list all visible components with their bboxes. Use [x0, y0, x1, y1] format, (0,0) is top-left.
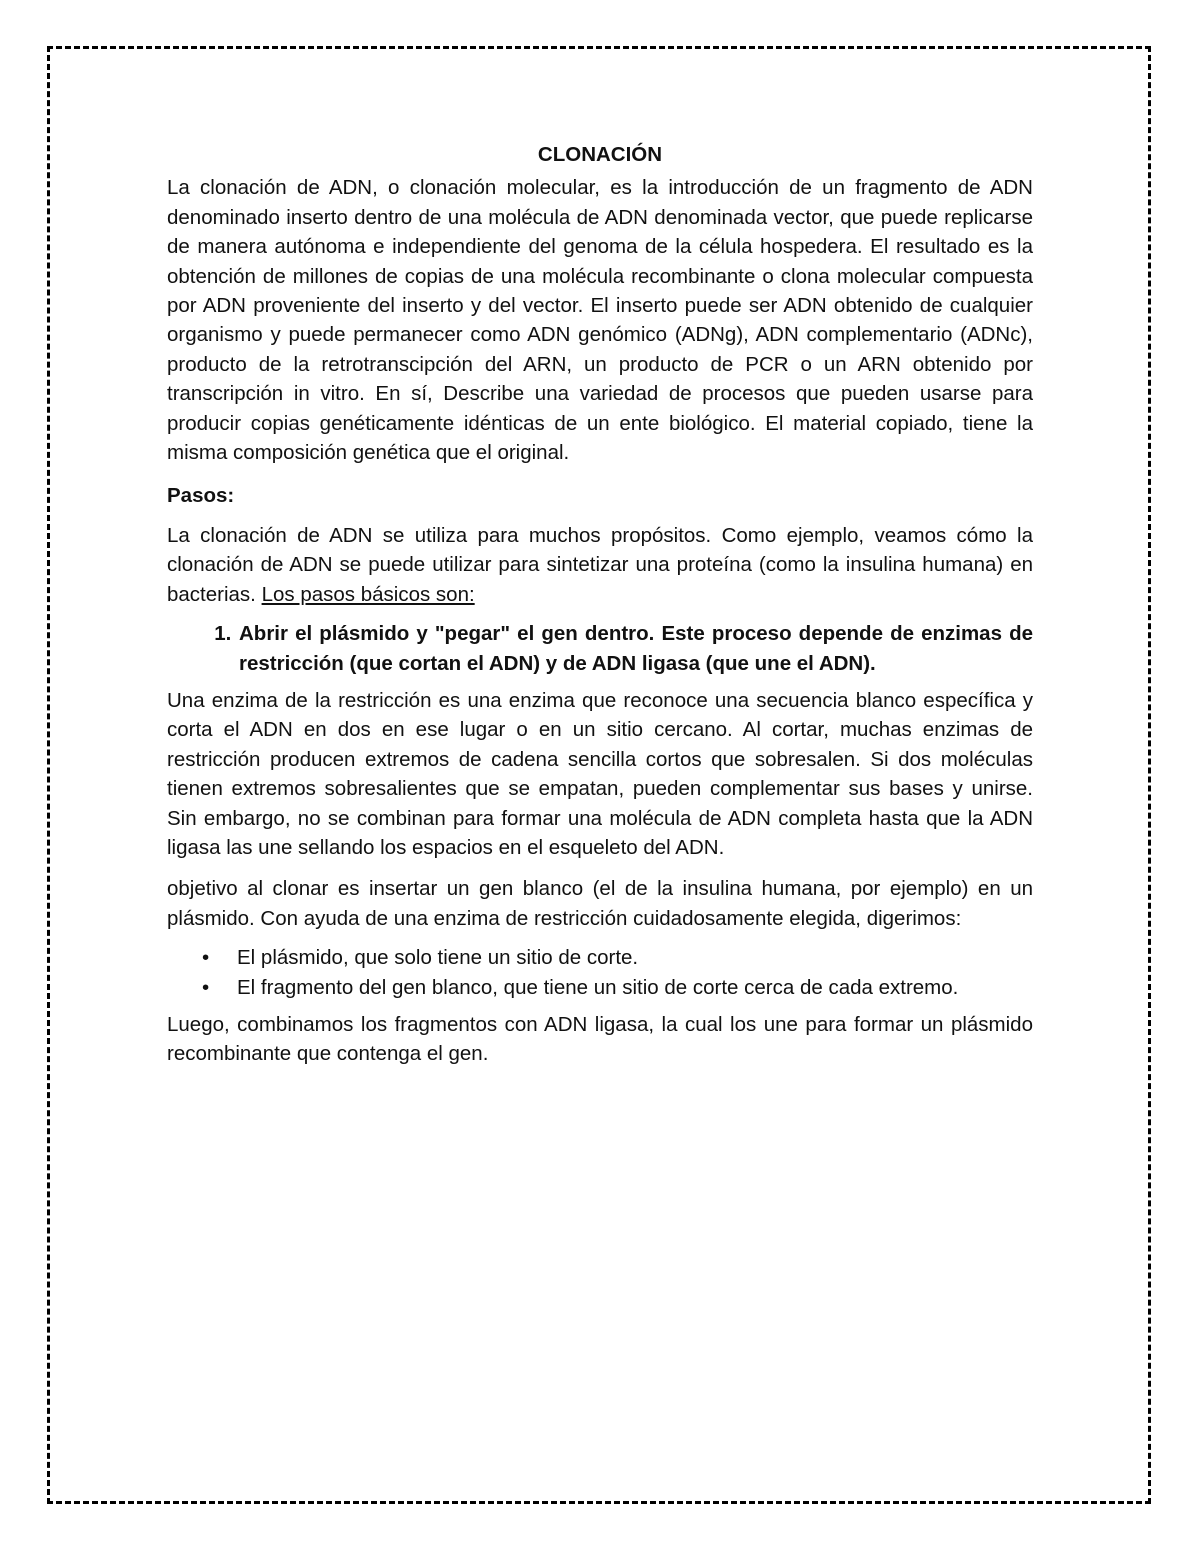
bullet-dot-icon: • [202, 975, 210, 999]
bullet-item [202, 973, 1033, 1002]
restriction-paragraph: Una enzima de la restricción es una enzima que reconoce una secuencia blanco específica y corta el ADN en dos en ese lugar o en un sitio cercano. Al cortar, muchas enzimas de restricción producen extremos de cadena sencilla cortos que sobresalen. Si dos moléculas tienen extremos sobresalientes que se empatan, pueden complementar sus bases y unirse. Sin embargo, no se combinan para formar una molécula de ADN completa hasta que la ADN ligasa las une sellando los espacios en el esqueleto del ADN. [167, 688, 1033, 859]
document-body [167, 140, 1033, 1069]
bullet-text: El fragmento del gen blanco, que tiene un sitio de corte cerca de cada extremo. [237, 975, 959, 999]
objective-paragraph: objetivo al clonar es insertar un gen blanco (el de la insulina humana, por ejemplo) en un plásmido. Con ayuda de una enzima de restricción cuidadosamente elegida, digerimos: [167, 877, 1033, 930]
bullet-dot-icon: • [202, 946, 210, 970]
bullet-text: El plásmido, que solo tiene un sitio de corte. [237, 946, 639, 970]
steps-intro-text: La clonación de ADN se utiliza para muchos propósitos. Como ejemplo, veamos cómo la clonación de ADN se puede utilizar para sintetizar una proteína (como la insulina humana) en bacterias. [167, 523, 1033, 606]
bullet-list [167, 943, 1033, 1002]
step-item: 1. Abrir el plásmido y "pegar" el gen dentro. Este proceso depende de enzimas de restricción (que cortan el ADN) y de ADN ligasa (que une el ADN). [237, 619, 1033, 678]
bullet-item [202, 943, 1033, 972]
intro-paragraph: La clonación de ADN, o clonación molecular, es la introducción de un fragmento de ADN denominado inserto dentro de una molécula de ADN denominada vector, que puede replicarse de manera autónoma e independiente del genoma de la célula hospedera. El resultado es la obtención de millones de copias de una molécula recombinante o clona molecular compuesta por ADN proveniente del inserto y del vector. El inserto puede ser ADN obtenido de cualquier organismo y puede permanecer como ADN genómico (ADNg), ADN complementario (ADNc), producto de la retrotranscipción del ARN, un producto de PCR o un ARN obtenido por transcripción in vitro. En sí, Describe una variedad de procesos que pueden usarse para producir copias genéticamente idénticas de un ente biológico. El material copiado, tiene la misma composición genética que el original. [167, 176, 1033, 465]
document-title: CLONACIÓN [537, 143, 663, 166]
steps-heading: Pasos: [167, 484, 235, 508]
steps-intro-underlined: Los pasos básicos son: [261, 582, 475, 606]
steps-list [167, 619, 1033, 678]
closing-paragraph: Luego, combinamos los fragmentos con ADN ligasa, la cual los une para formar un plásmido recombinante que contenga el gen. [167, 1012, 1033, 1066]
steps-intro-paragraph [167, 521, 1033, 609]
